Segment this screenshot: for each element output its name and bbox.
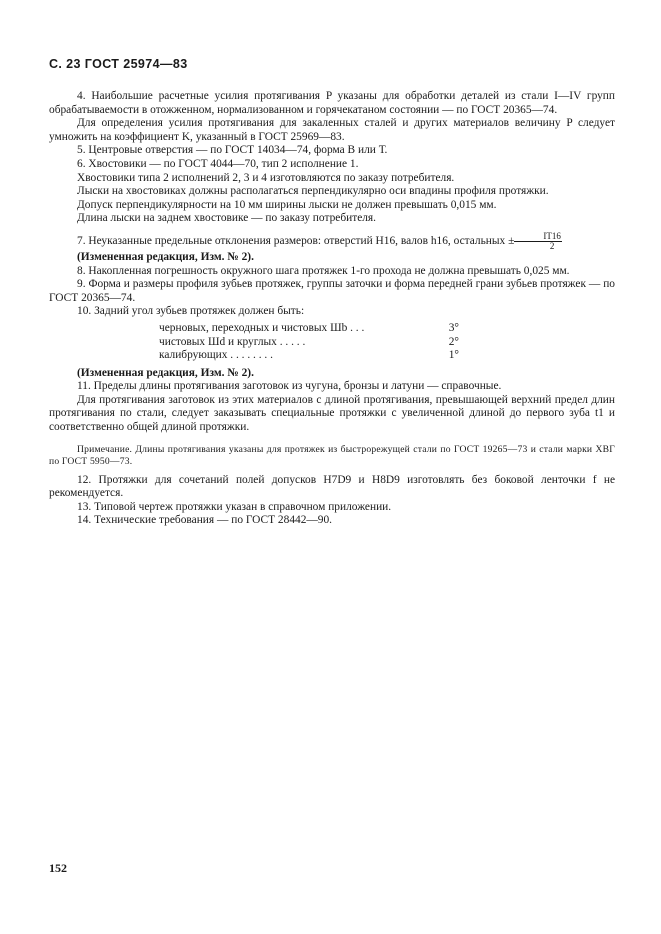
note: Примечание. Длины протягивания указаны для протяжек из быстрорежущей стали по ГОСТ 19265—73 и стали марки ХВГ по ГОСТ 5950—73. [49, 443, 615, 467]
paragraph-6-tolerance: Допуск перпендикулярности на 10 мм ширины лыски не должен превышать 0,015 мм. [77, 198, 497, 211]
fraction-denominator: 2 [549, 240, 555, 251]
paragraph-14: 14. Технические требования — по ГОСТ 28442—90. [77, 514, 333, 527]
paragraph-11: 11. Пределы длины протягивания заготовок из чугуна, бронзы и латуни — справочные. [77, 380, 502, 393]
paragraph-4-continuation: Для определения усилия протягивания для закаленных сталей и других материалов величину P следует умножить на коэффициент K, указанный в ГОСТ 25969—83. [49, 117, 615, 143]
paragraph-6-tail-types: Хвостовики типа 2 исполнений 2, 3 и 4 изготовляются по заказу потребителя. [77, 171, 455, 184]
paragraph-5: 5. Центровые отверстия — по ГОСТ 14034—74, форма В или Т. [77, 144, 388, 157]
paragraph-10-revision: (Измененная редакция, Изм. № 2). [77, 366, 254, 379]
paragraph-10: 10. Задний угол зубьев протяжек должен быть: [77, 305, 305, 318]
paragraph-6: 6. Хвостовики — по ГОСТ 4044—70, тип 2 исполнение 1. [77, 157, 359, 170]
paragraph-6-flat-length: Длина лыски на заднем хвостовике — по заказу потребителя. [77, 212, 377, 225]
document-body [49, 90, 615, 528]
fraction-numerator: IT16 [514, 232, 562, 242]
page-header: С. 23 ГОСТ 25974—83 [49, 57, 188, 71]
paragraph-11-continuation: Для протягивания заготовок из этих материалов с длиной протягивания, превышающей верхний предел длин протягивания по стали, следует заказывать специальные протяжки с увеличенной длиной до первого зуба t1 и соответственно общей длиной протяжки. [49, 393, 615, 434]
paragraph-7 [49, 232, 615, 251]
table-row-label: калибрующих . . . . . . . . [159, 349, 273, 362]
paragraph-4: 4. Наибольшие расчетные усилия протягивания P указаны для обработки деталей из стали I—IV групп обрабатываемости в отожженном, нормализованном и горячекатаном состоянии — по ГОСТ 20365—74. [49, 90, 615, 116]
table-row [159, 349, 459, 363]
table-row [159, 336, 459, 350]
rake-angle-table [159, 322, 459, 363]
table-row-value: 1° [448, 349, 459, 362]
page-number: 152 [49, 861, 67, 875]
tolerance-fraction [514, 232, 562, 251]
table-row-value: 3° [448, 321, 459, 334]
paragraph-13: 13. Типовой чертеж протяжки указан в справочном приложении. [77, 500, 392, 513]
table-row [159, 322, 459, 336]
table-row-value: 2° [448, 335, 459, 348]
paragraph-8: 8. Накопленная погрешность окружного шага протяжек 1-го прохода не должна превышать 0,025 мм. [77, 264, 570, 277]
paragraph-12: 12. Протяжки для сочетаний полей допусков H7D9 и H8D9 изготовлять без боковой ленточки f не рекомендуется. [49, 473, 615, 500]
table-row-label: чистовых Шd и круглых . . . . . [159, 335, 306, 348]
paragraph-6-flats: Лыски на хвостовиках должны располагаться перпендикулярно оси впадины профиля протяжки. [77, 185, 549, 198]
paragraph-7-revision: (Измененная редакция, Изм. № 2). [77, 250, 254, 263]
paragraph-7-text: 7. Неуказанные предельные отклонения размеров: отверстий H16, валов h16, остальных ± [77, 235, 515, 248]
paragraph-9: 9. Форма и размеры профиля зубьев протяжек, группы заточки и форма передней грани зубьев протяжек — по ГОСТ 20365—74. [49, 278, 615, 304]
table-row-label: черновых, переходных и чистовых Шb . . . [159, 321, 365, 334]
